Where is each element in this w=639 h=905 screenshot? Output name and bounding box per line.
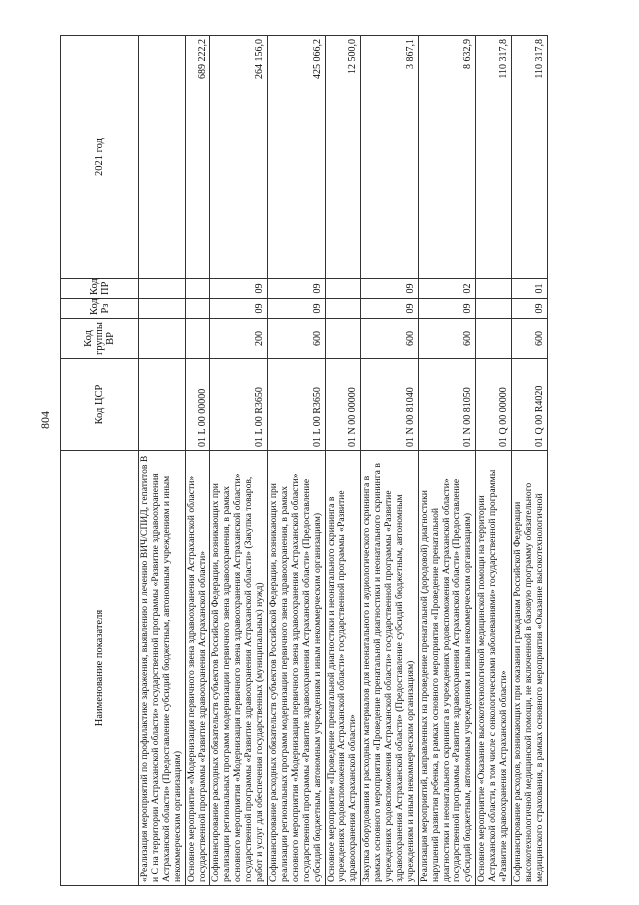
row-name: Реализация мероприятий, направленных на проведение пренатальной (дородовой) диагностики нарушений развития ребенка, в рамках основного мероприятия «Проведение пренатальной диагностики и неонатального скрининга в учреждениях родовспоможения Астраханской области» государственной программы «Развитие здравоохранения Астраханской области» (Предоставление субсидий бюджетным, автономным учреждениям и иным некоммерческим организациям) (418, 451, 476, 886)
row-name: «Реализация мероприятий по профилактике заражения, выявлению и лечению ВИЧ/СПИД, гепатитов В и С на территории Астраханской области» государственной программы «Развитие здравоохранения Астраханской области» (Предоставление субсидий бюджетным, автономным учреждениям и иным некоммерческим организациям) (139, 451, 186, 886)
row-name: Софинансирование расходных обязательств субъектов Российской Федерации, возникающих при реализации региональных программ модернизации первичного звена здравоохранения, в рамках основного мероприятия «Модернизация первичного звена здравоохранения Астраханской области» государственной программы «Развитие здравоохранения Астраханской области» (Предоставление субсидий бюджетным, автономным учреждениям и иным некоммерческим организациям) (267, 451, 325, 886)
row-sum: 3 867,1 (361, 36, 419, 279)
table-row (267, 36, 325, 886)
table-row (185, 36, 210, 886)
row-name: Основное мероприятие «Оказание высокотехнологичной медицинской помощи на территории Астраханской области, в том числе с онкологическими заболеваниями» государственной программы «Развитие здравоохранения Астраханской области» (476, 451, 512, 886)
table-row (476, 36, 512, 886)
table-row (139, 36, 186, 886)
row-vr (139, 319, 186, 359)
table-header-row (61, 36, 139, 886)
row-sum (139, 36, 186, 279)
header-csr: Код ЦСР (61, 359, 139, 451)
row-rz: 09 (267, 299, 325, 319)
row-vr: 600 (361, 319, 419, 359)
row-vr: 600 (512, 319, 548, 359)
row-csr: 01 L 00 R3650 (210, 359, 268, 451)
row-rz: 09 (361, 299, 419, 319)
header-rz: Код Рз (61, 299, 139, 319)
row-sum: 689 222,2 (185, 36, 210, 279)
table-row (418, 36, 476, 886)
header-sum: 2021 год (61, 36, 139, 279)
row-csr: 01 Q 00 R4020 (512, 359, 548, 451)
row-pr: 09 (267, 279, 325, 299)
row-pr: 01 (512, 279, 548, 299)
header-vr: Код группы ВР (61, 319, 139, 359)
row-name: Софинансирование расходов, возникающих при оказании гражданам Российской Федерации высокотехнологичной медицинской помощи, не включенной в базовую программу обязательного медицинского страхования, в рамках основного мероприятия «Оказание высокотехнологичной (512, 451, 548, 886)
row-sum: 12 500,0 (325, 36, 361, 279)
row-pr (325, 279, 361, 299)
row-name: Основное мероприятие «Проведение пренатальной диагностики и неонатального скрининга в учреждениях родовспоможения Астраханской области» государственной программы «Развитие здравоохранения Астраханской области» (325, 451, 361, 886)
row-name: Основное мероприятие «Модернизация первичного звена здравоохранения Астраханской области» государственной программы «Развитие здравоохранения Астраханской области» (185, 451, 210, 886)
row-rz (139, 299, 186, 319)
row-vr: 600 (267, 319, 325, 359)
row-csr: 01 N 00 00000 (325, 359, 361, 451)
row-pr: 02 (418, 279, 476, 299)
row-csr: 01 N 00 81050 (418, 359, 476, 451)
header-pr: Код ПР (61, 279, 139, 299)
table-row (512, 36, 548, 886)
row-sum: 425 066,2 (267, 36, 325, 279)
row-rz: 09 (512, 299, 548, 319)
row-pr (139, 279, 186, 299)
row-sum: 110 317,8 (512, 36, 548, 279)
row-pr: 09 (210, 279, 268, 299)
row-csr: 01 L 00 R3650 (267, 359, 325, 451)
row-sum: 8 632,9 (418, 36, 476, 279)
row-pr (476, 279, 512, 299)
row-pr (185, 279, 210, 299)
row-vr (476, 319, 512, 359)
table-row (325, 36, 361, 886)
row-rz: 09 (418, 299, 476, 319)
row-vr: 200 (210, 319, 268, 359)
row-pr: 09 (361, 279, 419, 299)
table-row (361, 36, 419, 886)
row-rz (185, 299, 210, 319)
row-rz (476, 299, 512, 319)
table-row (210, 36, 268, 886)
row-rz (325, 299, 361, 319)
row-sum: 110 317,8 (476, 36, 512, 279)
row-name: Закупка оборудования и расходных материалов для неонатального и аудиологического скрининга в рамках основного мероприятия «Проведение пренатальной диагностики и неонатального скрининга в учреждениях родовспоможения Астраханской области» государственной программы «Развитие здравоохранения Астраханской области» (Предоставление субсидий бюджетным, автономным учреждениям и иным некоммерческим организациям) (361, 451, 419, 886)
row-csr: 01 N 00 81040 (361, 359, 419, 451)
row-name: Софинансирование расходных обязательств субъектов Российской Федерации, возникающих при реализации региональных программ модернизации первичного звена здравоохранения, в рамках основного мероприятия «Модернизация первичного звена здравоохранения Астраханской области» государственной программы «Развитие здравоохранения Астраханской области» (Закупка товаров, работ и услуг для обеспечения государственных (муниципальных) нужд) (210, 451, 268, 886)
page-number: 804 (38, 411, 52, 429)
row-sum: 264 156,0 (210, 36, 268, 279)
row-vr (185, 319, 210, 359)
rotated-page-content (60, 36, 606, 886)
row-rz: 09 (210, 299, 268, 319)
row-csr (139, 359, 186, 451)
row-vr (325, 319, 361, 359)
row-vr: 600 (418, 319, 476, 359)
row-csr: 01 L 00 00000 (185, 359, 210, 451)
header-name: Наименование показателя (61, 451, 139, 886)
row-csr: 01 Q 00 00000 (476, 359, 512, 451)
budget-table (60, 35, 548, 886)
